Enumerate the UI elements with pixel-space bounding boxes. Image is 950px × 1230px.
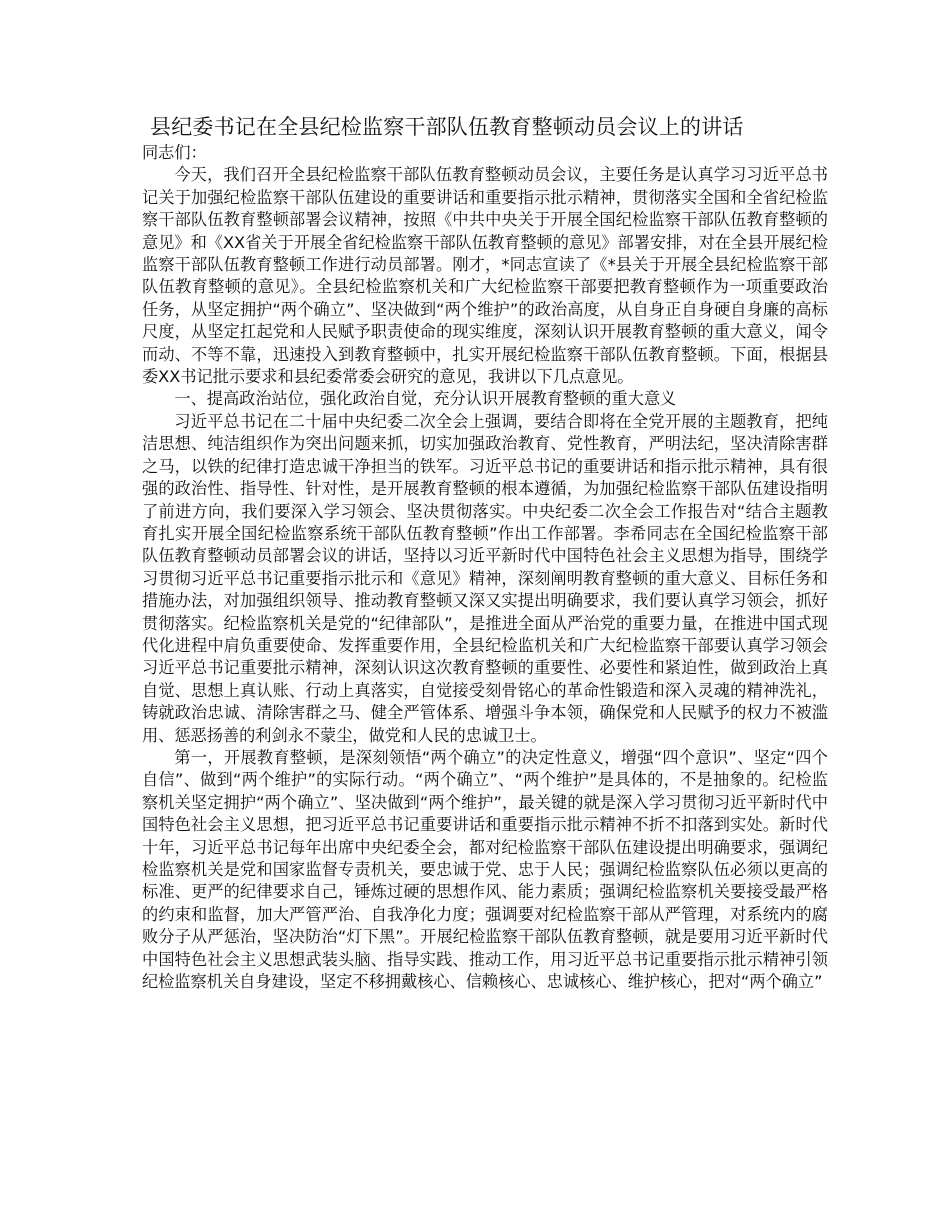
paragraph-point-1: 第一，开展教育整顿，是深刻领悟“两个确立”的决定性意义，增强“四个意识”、坚定“四个自信”、做到“两个维护”的实际行动。“两个确立”、“两个维护”是具体的，不是抽象的。纪检监察机关坚定拥护“两个确立”、坚决做到“两个维护”，最关键的就是深入学习贯彻习近平新时代中国特色社会主义思想，把习近平总书记重要讲话和重要指示批示精神不折不扣落到实处。新时代十年，习近平总书记每年出席中央纪委全会，都对纪检监察干部队伍建设提出明确要求，强调纪检监察机关是党和国家监督专责机关，要忠诚于党、忠于人民；强调纪检监察队伍必须以更高的标准、更严的纪律要求自己，锤炼过硬的思想作风、能力素质；强调纪检监察机关要接受最严格的约束和监督，加大严管严治、自我净化力度；强调要对纪检监察干部从严管理，对系统内的腐败分子从严惩治，坚决防治“灯下黑”。开展纪检监察干部队伍教育整顿，就是要用习近平新时代中国特色社会主义思想武装头脑、指导实践、推动工作，用习近平总书记重要指示批示精神引领纪检监察机关自身建设，坚定不移拥戴核心、信赖核心、忠诚核心、维护核心，把对“两个确立” bbox=[142, 747, 828, 992]
document-title: 县纪委书记在全县纪检监察干部队伍教育整顿动员会议上的讲话 bbox=[150, 115, 744, 139]
document-page bbox=[142, 112, 828, 993]
section-heading-1: 一、提高政治站位，强化政治自觉，充分认识开展教育整顿的重大意义 bbox=[174, 389, 677, 409]
paragraph-opening: 今天，我们召开全县纪检监察干部队伍教育整顿动员会议，主要任务是认真学习习近平总书记关于加强纪检监察干部队伍建设的重要讲话和重要指示批示精神，贯彻落实全国和全省纪检监察干部队伍教育整顿部署会议精神，按照《中共中央关于开展全国纪检监察干部队伍教育整顿的意见》和《XX省关于开展全省纪检监察干部队伍教育整顿的意见》部署安排，对在全县开展纪检监察干部队伍教育整顿工作进行动员部署。刚才，*同志宣读了《*县关于开展全县纪检监察干部队伍教育整顿的意见》。全县纪检监察机关和广大纪检监察干部要把教育整顿作为一项重要政治任务，从坚定拥护“两个确立”、坚决做到“两个维护”的政治高度，从自身正自身硬自身廉的高标尺度，从坚定扛起党和人民赋予职责使命的现实维度，深刻认识开展教育整顿的重大意义，闻令而动、不等不靠，迅速投入到教育整顿中，扎实开展纪检监察干部队伍教育整顿。下面，根据县委XX书记批示要求和县纪委常委会研究的意见，我讲以下几点意见。 bbox=[142, 165, 828, 387]
paragraph-section-1: 习近平总书记在二十届中央纪委二次全会上强调，要结合即将在全党开展的主题教育，把纯洁思想、纯洁组织作为突出问题来抓，切实加强政治教育、党性教育，严明法纪，坚决清除害群之马，以铁的纪律打造忠诚干净担当的铁军。习近平总书记的重要讲话和指示批示精神，具有很强的政治性、指导性、针对性，是开展教育整顿的根本遵循，为加强纪检监察干部队伍建设指明了前进方向，我们要深入学习领会、坚决贯彻落实。中央纪委二次全会工作报告对“结合主题教育扎实开展全国纪检监察系统干部队伍教育整顿”作出工作部署。李希同志在全国纪检监察干部队伍教育整顿动员部署会议的讲话，坚持以习近平新时代中国特色社会主义思想为指导，围绕学习贯彻习近平总书记重要指示批示和《意见》精神，深刻阐明教育整顿的重大意义、目标任务和措施办法，对加强组织领导、推动教育整顿又深又实提出明确要求，我们要认真学习领会，抓好贯彻落实。纪检监察机关是党的“纪律部队”，是推进全面从严治党的重要力量，在推进中国式现代化进程中肩负重要使命、发挥重要作用，全县纪检监机关和广大纪检监察干部要认真学习领会习近平总书记重要批示精神，深刻认识这次教育整顿的重要性、必要性和紧迫性，做到政治上真自觉、思想上真认账、行动上真落实，自觉接受刻骨铭心的革命性锻造和深入灵魂的精神洗礼，铸就政治忠诚、清除害群之马、健全严管体系、增强斗争本领，确保党和人民赋予的权力不被滥用、惩恶扬善的利剑永不蒙尘，做党和人民的忠诚卫士。 bbox=[142, 411, 828, 745]
salutation: 同志们： bbox=[142, 143, 207, 162]
